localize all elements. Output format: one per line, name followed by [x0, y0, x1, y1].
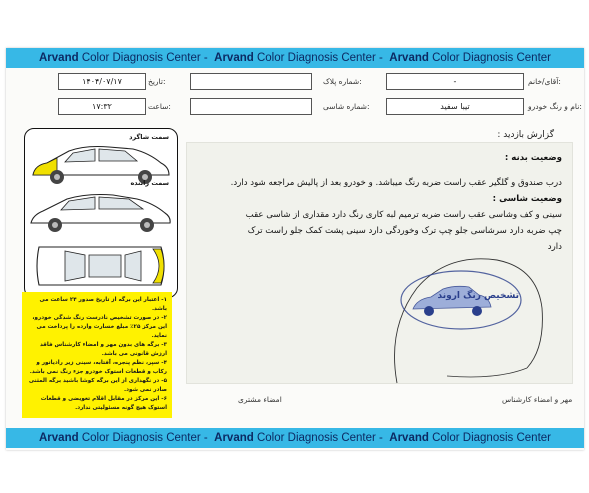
chassis-status-heading: وضعیت شاسی :: [492, 194, 562, 204]
banner-segment-1: Arvand Color Diagnosis Center -: [39, 432, 208, 444]
chassis-status-line: چپ ضربه دارد سرشاسی جلو چپ ترک وخوردگی دارد سینی پشت کمک جلو راست ترک: [247, 226, 562, 236]
driver-side-car: [25, 189, 175, 239]
time-field: ۱۷:۳۲: [58, 98, 146, 115]
terms-notes: [22, 292, 172, 418]
passenger-side-label: سمت شاگرد: [129, 133, 169, 141]
report-title: گزارش بازدید :: [497, 130, 554, 140]
date-label: تاریخ:: [148, 77, 166, 86]
company-stamp: [399, 269, 523, 331]
driver-side-label: سمت راننده: [130, 179, 169, 187]
chassis-status-line: سینی و کف وشاسی عقب راست ضربه ترمیم لبه کاری رنگ دارد مقداری از شاسی عقب: [245, 210, 562, 220]
banner-segment-2: Arvand Color Diagnosis Center -: [214, 432, 383, 444]
stamp-text: تشخیص رنگ اروند: [437, 291, 519, 301]
chassis-label: شماره شاسی:: [323, 102, 370, 111]
car-label: نام و رنگ خودرو:: [528, 102, 582, 111]
banner-segment-1: Arvand Color Diagnosis Center -: [39, 52, 208, 64]
banner-segment-2: Arvand Color Diagnosis Center -: [214, 52, 383, 64]
note-item: ۱- اعتبار این برگه از تاریخ صدور ۲۴ ساعت می باشد.: [39, 297, 167, 312]
chassis-status-line: دارد: [547, 242, 562, 252]
banner-segment-3: Arvand Color Diagnosis Center: [389, 52, 551, 64]
note-item: ۲- در صورت تشخیص نادرست رنگ شدگی خودرو، این مرکز ۲۵٪ مبلغ خسارت وارده را پرداخت می نماید.: [32, 315, 167, 339]
plate-label: شماره پلاک:: [323, 77, 362, 86]
customer-signature-label: امضاء مشتری: [238, 395, 282, 404]
note-item: ۳- برگه های بدون مهر و امضاء کارشناس فاقد ارزش قانونی می باشد.: [39, 342, 167, 357]
banner-segment-3: Arvand Color Diagnosis Center: [389, 432, 551, 444]
top-view-car: [25, 237, 175, 295]
owner-label: آقای/خانم:: [528, 77, 561, 86]
body-status-heading: وضعیت بدنه :: [504, 153, 562, 163]
date-field: ۱۴۰۴/۰۷/۱۷: [58, 73, 146, 90]
expert-signature-label: مهر و امضاء کارشناس: [502, 395, 573, 404]
owner-field: -: [386, 73, 524, 90]
plate-field: [190, 73, 312, 90]
footer-banner: [6, 428, 584, 448]
car-field: تیبا سفید: [386, 98, 524, 115]
car-damage-diagram: [24, 128, 178, 298]
chassis-field: [190, 98, 312, 115]
note-item: ۶- این مرکز در مقابل اقلام تعویضی و قطعات استوک هیچ گونه مسئولیتی ندارد.: [40, 396, 167, 411]
note-item: ۴- سپر، نظم پنجره، آفتابه، سینی زیر رادیاتور و رکاب و قطعات استوک خودرو جزء رنگ نمی باشد.: [29, 360, 167, 375]
header-banner: [6, 48, 584, 68]
time-label: ساعت:: [148, 102, 171, 111]
report-panel: [186, 142, 573, 384]
note-item: ۵- در نگهداری از این برگه کوشا باشید برگه المثنی صادر نمی شود.: [28, 378, 167, 393]
inspection-certificate: [6, 48, 584, 450]
body-status-line: درب صندوق و گلگیر عقب راست ضربه رنگ میباشد. و خودرو بعد از پالیش مراجعه شود دارد.: [230, 178, 562, 188]
